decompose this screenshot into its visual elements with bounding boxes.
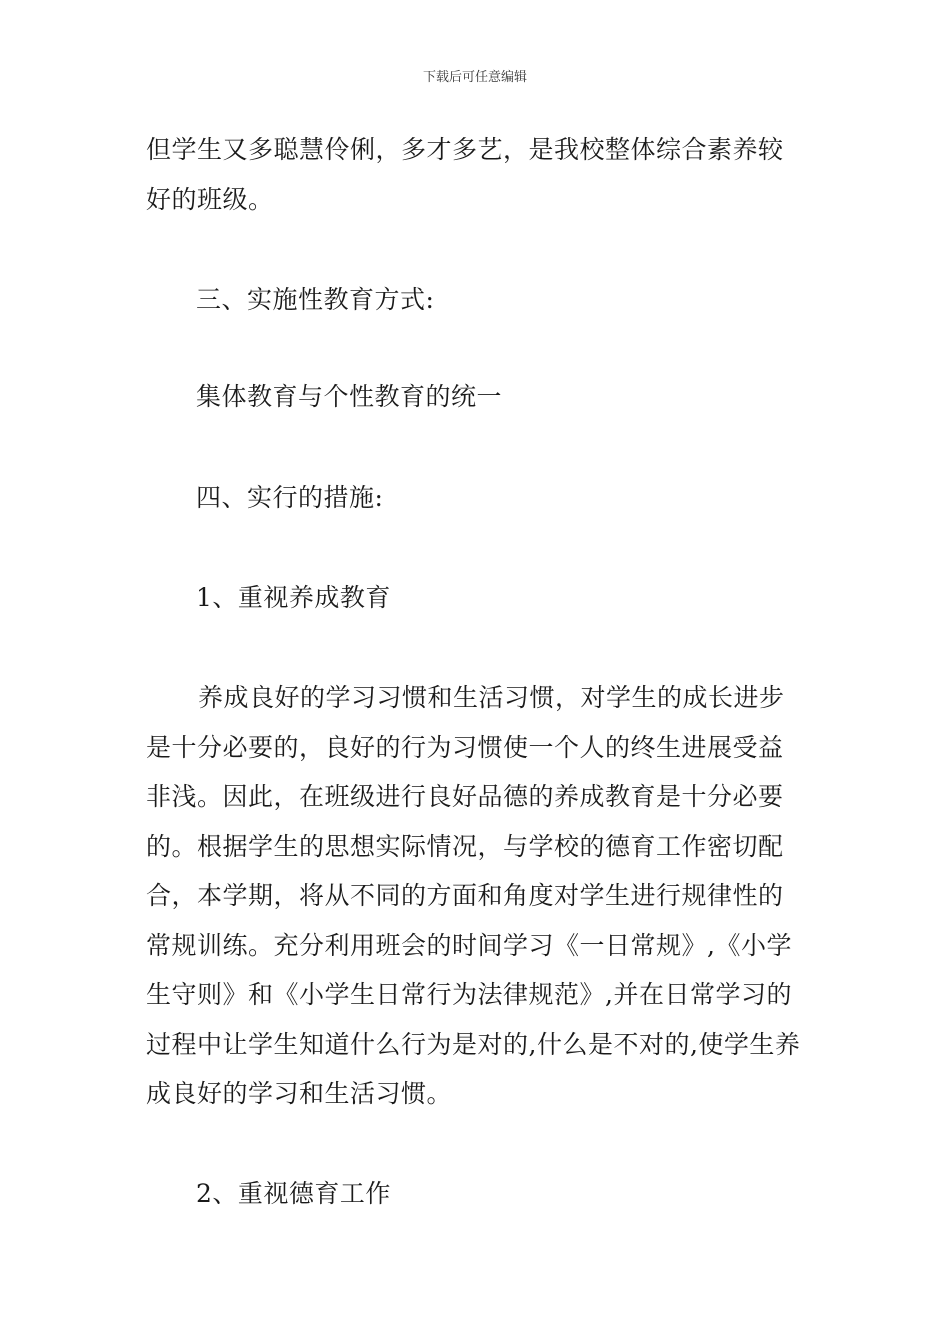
paragraph-class-summary: 但学生又多聪慧伶俐，多才多艺，是我校整体综合素养较好的班级。 [146,135,784,214]
heading-section-4: 四、实行的措施: [196,483,384,512]
heading-section-3: 三、实施性教育方式: [196,285,435,314]
subheading-habit-education: 1、重视养成教育 [196,583,391,612]
page-header: 下载后可任意编辑 [422,70,527,85]
paragraph-habit-education: 养成良好的学习习惯和生活习惯，对学生的成长进步是十分必要的，良好的行为习惯使一个人的终生进展受益非浅。因此，在班级进行良好品德的养成教育是十分必要的。根据学生的思想实际情况，与学校的德育工作密切配合，本学期，将从不同的方面和角度对学生进行规律性的常规训练。充分利用班会的时间学习《一日常规》,《小学生守则》和《小学生日常行为法律规范》,并在日常学习的过程中让学生知道什么行为是对的,什么是不对的,使学生养成良好的学习和生活习惯。 [146,683,801,1108]
paragraph-education-method: 集体教育与个性教育的统一 [196,382,503,411]
subheading-moral-education: 2、重视德育工作 [196,1179,391,1208]
